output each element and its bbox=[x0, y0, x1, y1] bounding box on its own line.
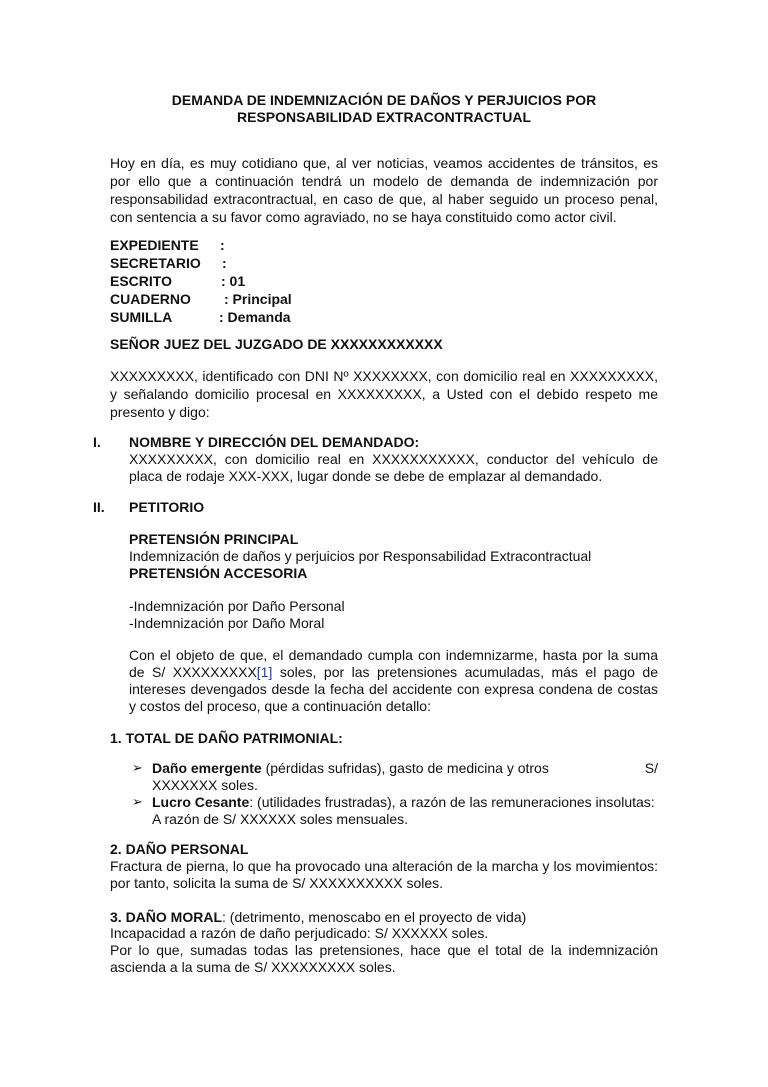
patrimonial-item bbox=[152, 794, 658, 811]
item-text: : (utilidades frustradas), a razón de las remuneraciones insolutas: bbox=[249, 794, 655, 810]
field-value: : Demanda bbox=[219, 309, 291, 325]
field-label: CUADERNO bbox=[110, 291, 191, 307]
main-claim-heading: PRETENSIÓN PRINCIPAL bbox=[129, 531, 299, 547]
field-label: ESCRITO bbox=[110, 273, 172, 289]
document-title bbox=[110, 92, 658, 126]
patrimonial-item-cont: A razón de S/ XXXXXX soles mensuales. bbox=[152, 811, 409, 827]
accessory-item: -Indemnización por Daño Moral bbox=[129, 615, 325, 631]
objective-text-2: soles, por las pretensiones acumuladas, más el pago de intereses devengados desde la fecha del accidente con expresa condena de costas y costos del proceso, que a continuación detallo: bbox=[129, 664, 658, 714]
section-2-numeral: II. bbox=[93, 499, 105, 515]
arrow-bullet-icon: ➢ bbox=[132, 794, 143, 809]
accessory-claim-heading: PRETENSIÓN ACCESORIA bbox=[129, 565, 308, 581]
field-value: : Principal bbox=[224, 291, 292, 307]
moral-line-1: Incapacidad a razón de daño perjudicado: S/ XXXXXX soles. bbox=[110, 925, 489, 941]
main-claim-body: Indemnización de daños y perjuicios por Responsabilidad Extracontractual bbox=[129, 548, 592, 564]
field-value: : bbox=[220, 237, 225, 253]
personal-heading: 2. DAÑO PERSONAL bbox=[110, 841, 249, 857]
accessory-item: -Indemnización por Daño Personal bbox=[129, 598, 345, 614]
arrow-bullet-icon: ➢ bbox=[132, 760, 143, 775]
field-value: : 01 bbox=[221, 273, 246, 289]
title-line-1: DEMANDA DE INDEMNIZACIÓN DE DAÑOS Y PERJUICIOS POR bbox=[171, 92, 597, 108]
field-value: : bbox=[222, 255, 227, 271]
objective-paragraph bbox=[129, 647, 658, 715]
section-1-heading: NOMBRE Y DIRECCIÓN DEL DEMANDADO: bbox=[129, 434, 420, 450]
patrimonial-item-cont: XXXXXXX soles. bbox=[152, 777, 258, 793]
field-label: SECRETARIO bbox=[110, 255, 201, 271]
title-line-2: RESPONSABILIDAD EXTRACONTRACTUAL bbox=[237, 109, 531, 125]
moral-heading: 3. DAÑO MORAL bbox=[110, 909, 222, 925]
section-2-heading: PETITORIO bbox=[129, 499, 205, 515]
field-label: SUMILLA bbox=[110, 309, 173, 325]
intro-paragraph: Hoy en día, es muy cotidiano que, al ver noticias, veamos accidentes de tránsitos, es por ello que a continuación tendrá un modelo de demanda de indemnización por responsabilidad extracontractual, en caso de que, al haber seguido un proceso penal, con sentencia a su favor como agraviado, no se haya constituido como actor civil. bbox=[110, 155, 658, 225]
item-text: (pérdidas sufridas), gasto de medicina y otros bbox=[261, 760, 549, 776]
item-bold: Daño emergente bbox=[152, 760, 262, 776]
patrimonial-heading: 1. TOTAL DE DAÑO PATRIMONIAL: bbox=[110, 730, 343, 746]
moral-heading-rest: : (detrimento, menoscabo en el proyecto de vida) bbox=[222, 909, 527, 925]
section-1-numeral: I. bbox=[93, 434, 101, 450]
identification-paragraph: XXXXXXXXX, identificado con DNI Nº XXXXXXXX, con domicilio real en XXXXXXXXX, y señalando domicilio procesal en XXXXXXXXX, a Usted con el debido respeto me presento y digo: bbox=[110, 368, 658, 420]
field-label: EXPEDIENTE bbox=[110, 237, 199, 253]
objective-text-1: Con el objeto de que, el demandado cumpla con indemnizarme, hasta por la suma de S/ XXXXXXXXX bbox=[129, 647, 658, 680]
judge-heading: SEÑOR JUEZ DEL JUZGADO DE XXXXXXXXXXXX bbox=[110, 336, 443, 352]
footnote-link[interactable]: [1] bbox=[256, 664, 273, 680]
item-right: S/ bbox=[644, 760, 658, 776]
patrimonial-item bbox=[152, 760, 658, 777]
item-bold: Lucro Cesante bbox=[152, 794, 250, 810]
personal-body: Fractura de pierna, lo que ha provocado una alteración de la marcha y los movimientos: por tanto, solicita la suma de S/ XXXXXXXXXX soles. bbox=[110, 858, 658, 891]
moral-heading-line bbox=[110, 908, 526, 926]
section-1-body: XXXXXXXXX, con domicilio real en XXXXXXXXXXX, conductor del vehículo de placa de rodaje XXX-XXX, lugar donde se debe de emplazar al demandado. bbox=[129, 451, 658, 484]
moral-line-2: Por lo que, sumadas todas las pretensiones, hace que el total de la indemnización ascienda a la suma de S/ XXXXXXXXX soles. bbox=[110, 942, 658, 975]
